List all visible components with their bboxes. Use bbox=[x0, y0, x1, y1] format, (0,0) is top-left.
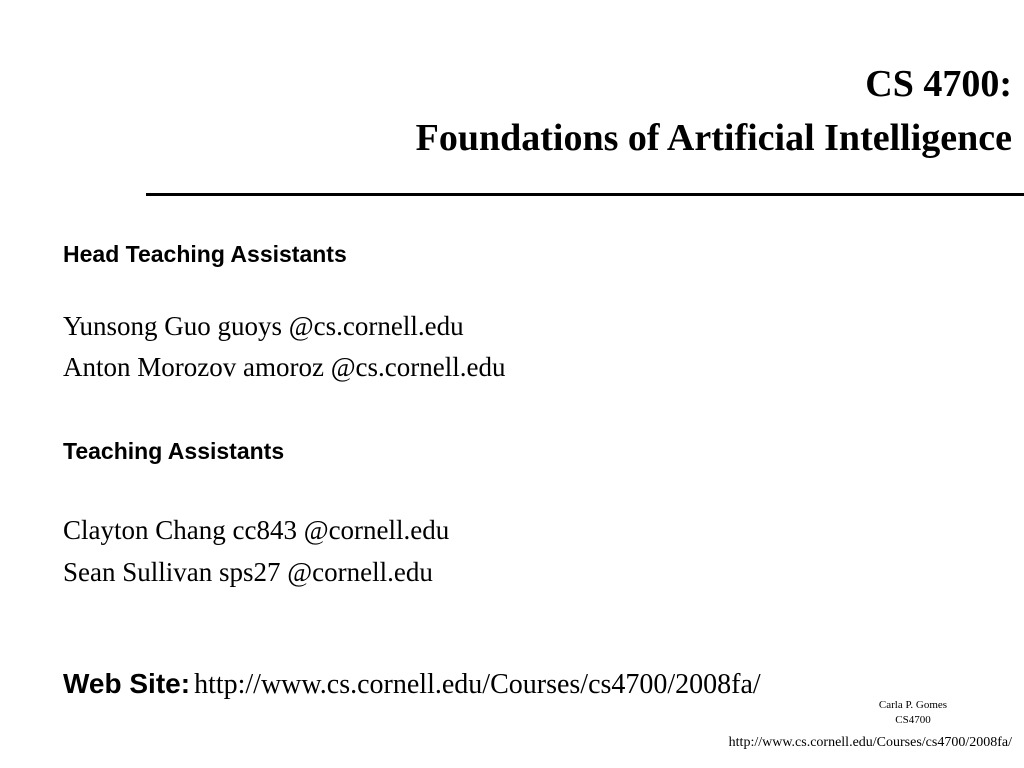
footer-course: CS4700 bbox=[895, 714, 931, 726]
footer-author: Carla P. Gomes bbox=[878, 699, 948, 711]
ta-entry: Clayton Chang cc843 @cornell.edu bbox=[63, 515, 450, 545]
website-label: Web Site: bbox=[63, 668, 191, 699]
ta-entry: Sean Sullivan sps27 @cornell.edu bbox=[63, 557, 433, 587]
website-line bbox=[63, 668, 761, 701]
footer-url: http://www.cs.cornell.edu/Courses/cs4700/2008fa/ bbox=[728, 735, 1012, 750]
ta-heading: Teaching Assistants bbox=[63, 438, 285, 464]
website-link[interactable]: http://www.cs.cornell.edu/Courses/cs4700/2008fa/ bbox=[194, 669, 761, 700]
head-ta-entry: Anton Morozov amoroz @cs.cornell.edu bbox=[63, 352, 506, 382]
slide-title-course-name: Foundations of Artificial Intelligence bbox=[415, 117, 1012, 159]
head-ta-heading: Head Teaching Assistants bbox=[63, 241, 347, 267]
head-ta-entry: Yunsong Guo guoys @cs.cornell.edu bbox=[63, 311, 464, 341]
title-divider bbox=[146, 193, 1024, 196]
slide-title-course-code: CS 4700: bbox=[865, 63, 1012, 105]
